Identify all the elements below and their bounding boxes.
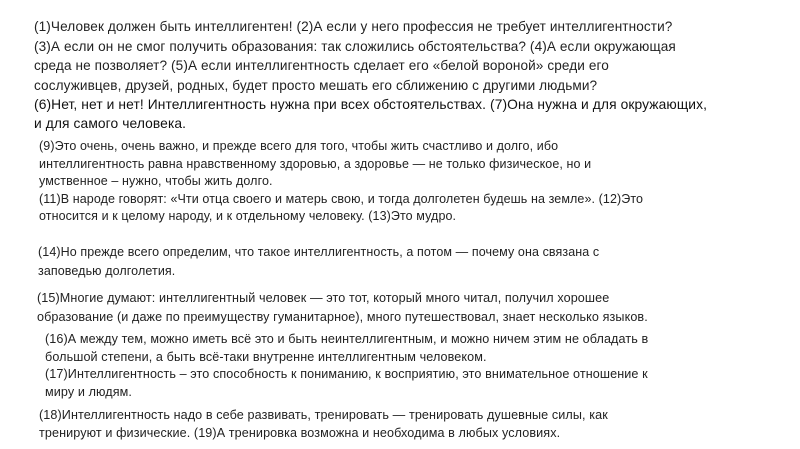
text-line: образование (и даже по преимуществу гуманитарное), много путешествовал, знает несколько языков.: [37, 309, 648, 324]
paragraph-4: [38, 243, 599, 280]
paragraph-6: [45, 331, 648, 401]
text-line: тренируют и физические. (19)А тренировка возможна и необходима в любых условиях.: [39, 426, 561, 440]
paragraph-1: [34, 17, 676, 95]
text-line: и для самого человека.: [34, 116, 187, 131]
text-line: (15)Многие думают: интеллигентный человек — это тот, который много читал, получил хорошее: [37, 291, 610, 305]
paragraph-5: [37, 289, 648, 326]
paragraph-7: [39, 406, 608, 442]
text-line: (6)Нет, нет и нет! Интеллигентность нужна при всех обстоятельствах. (7)Она нужна и для окружающих,: [34, 97, 708, 112]
text-line: (18)Интеллигентность надо в себе развивать, тренировать — тренировать душевные силы, как: [39, 408, 608, 422]
text-line: среда не позволяет? (5)А если интеллигентность сделает его «белой вороной» среди его: [34, 58, 609, 73]
text-line: (16)А между тем, можно иметь всё это и быть неинтеллигентным, и можно ничем этим не обладать в: [45, 332, 649, 346]
text-line: (9)Это очень, очень важно, и прежде всего для того, чтобы жить счастливо и долго, ибо: [39, 139, 559, 153]
paragraph-2: [34, 95, 707, 133]
text-line: умственное – нужно, чтобы жить долго.: [39, 174, 273, 188]
text-line: (1)Человек должен быть интеллигентен! (2)А если у него профессия не требует интеллигентности?: [34, 19, 673, 34]
text-line: (11)В народе говорят: «Чти отца своего и матерь свою, и тогда долголетен будешь на земле». (12)Это: [39, 191, 644, 206]
text-line: интеллигентность равна нравственному здоровью, а здоровье — не только физическое, но и: [39, 156, 592, 171]
text-line: миру и людям.: [45, 384, 133, 399]
text-line: относится и к целому народу, и к отдельному человеку. (13)Это мудро.: [39, 209, 457, 223]
text-line: (17)Интеллигентность – это способность к пониманию, к восприятию, это внимательное отношение к: [45, 367, 648, 381]
text-line: большой степени, а быть всё-таки внутренне интеллигентным человеком.: [45, 349, 487, 364]
paragraph-3: [39, 138, 643, 226]
text-line: заповедью долголетия.: [38, 263, 176, 278]
text-line: (3)А если он не смог получить образования: так сложились обстоятельства? (4)А если окружающая: [34, 38, 676, 54]
text-line: сослуживцев, друзей, родных, будет просто мешать его сближению с другими людьми?: [34, 77, 598, 93]
text-line: (14)Но прежде всего определим, что такое интеллигентность, а потом — почему она связана с: [38, 245, 600, 259]
